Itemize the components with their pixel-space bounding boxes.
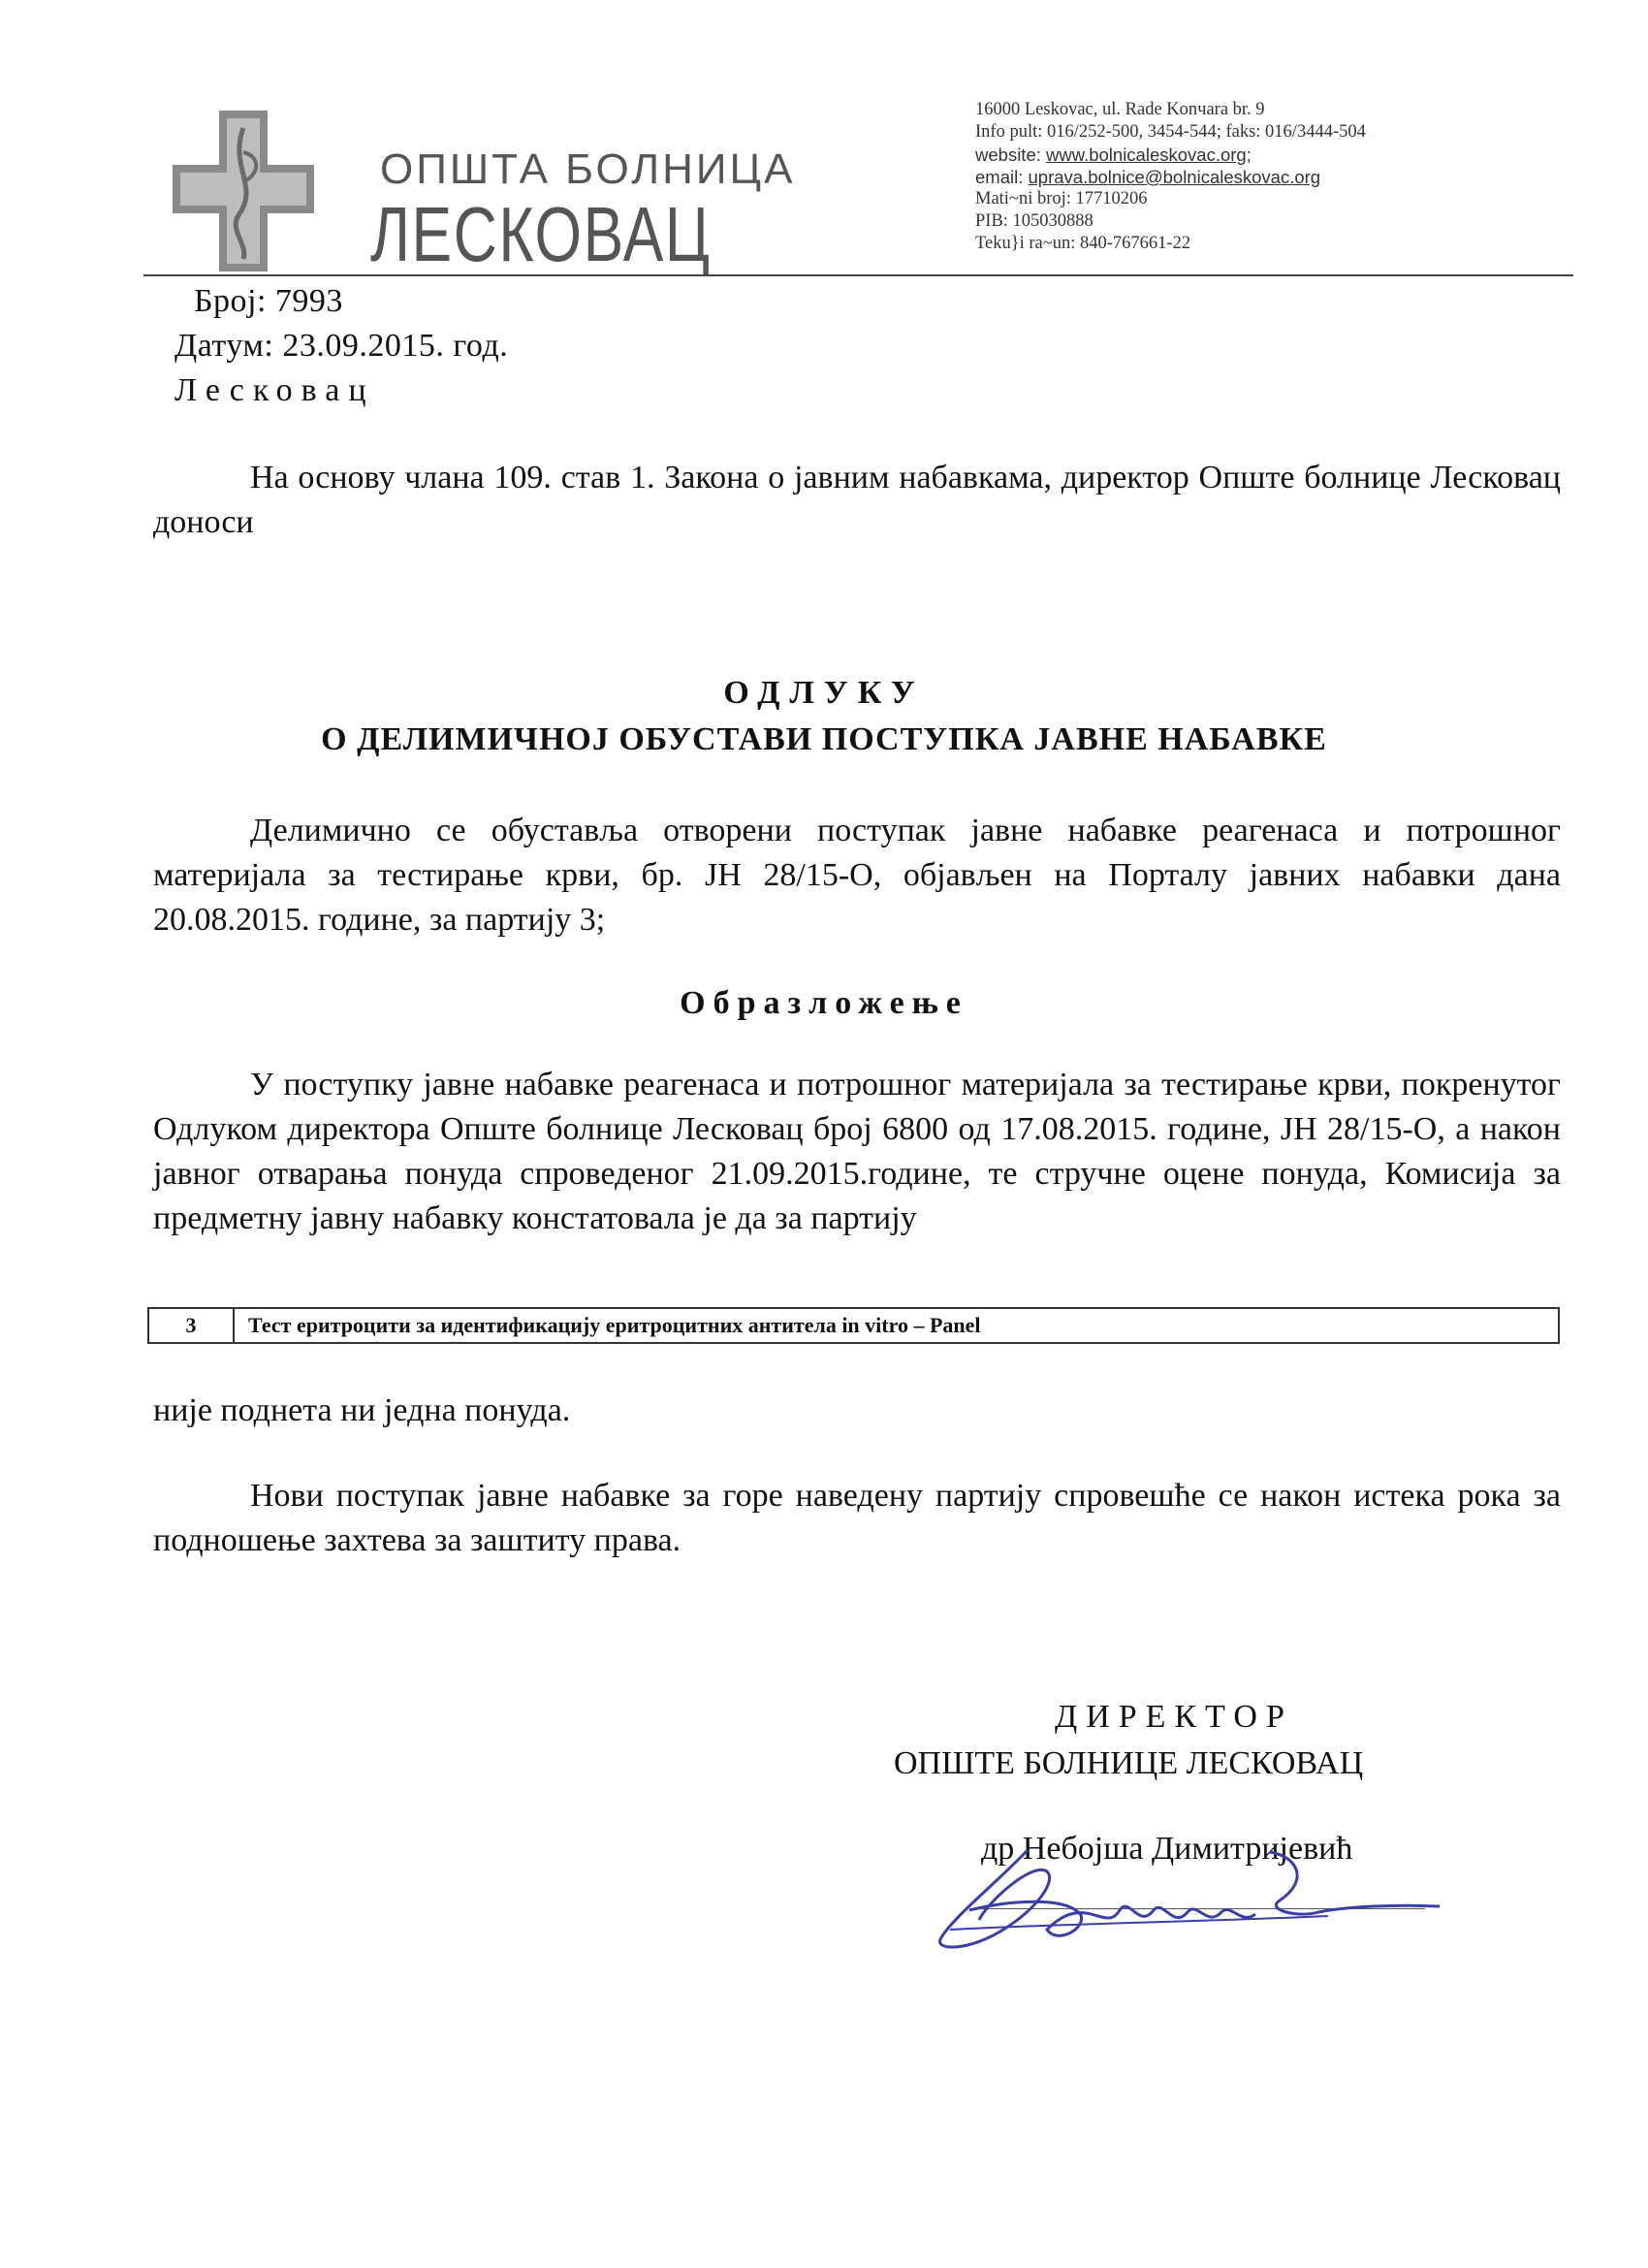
handwritten-signature [911, 1842, 1454, 1959]
org-name-line1: ОПШТА БОЛНИЦА [380, 145, 796, 193]
email-link[interactable]: uprava.bolnice@bolnicaleskovac.org [1028, 167, 1321, 187]
website-suffix: ; [1246, 144, 1252, 165]
intro-paragraph [153, 456, 1561, 545]
decision-paragraph [153, 809, 1561, 942]
party-number: 3 [149, 1309, 235, 1342]
decision-text: Делимично се обуставља отворени поступак јавне набавке реагенаса и потрошног материјала за тестирање крви, бр. ЈН 28/15-О, објављен на Порталу јавних набавки дана 20.08.2015. године, за партију 3; [153, 813, 1561, 938]
email-line [975, 166, 1366, 188]
decision-title: ОДЛУКУ [723, 675, 925, 711]
no-offer-text: није поднета ни једна понуда. [153, 1392, 571, 1428]
new-procedure-text: Нови поступак јавне набавке за горе наведену партију спровешће се након истека рока за подношење захтева за заштиту права. [153, 1478, 1561, 1558]
letterhead-contact [975, 99, 1366, 255]
decision-subtitle: О ДЕЛИМИЧНОЈ ОБУСТАВИ ПОСТУПКА ЈАВНЕ НАБАВКЕ [321, 721, 1327, 757]
org-name-line2: ЛЕСКОВАЦ [370, 191, 712, 277]
account-number: Teku}i ra~un: 840-767661-22 [975, 234, 1191, 253]
address: 16000 Leskovac, ul. Rade Konчara br. 9 [975, 100, 1265, 119]
registration-number: Mati~ni broj: 17710206 [975, 189, 1148, 208]
signature-org: ОПШТЕ БОЛНИЦЕ ЛЕСКОВАЦ [894, 1745, 1364, 1781]
signatory-name: др Небојша Димитријевић [981, 1831, 1353, 1867]
new-procedure-paragraph [153, 1474, 1561, 1563]
party-description: Тест еритроцити за идентификацију еритроцитних антитела in vitro – Panel [248, 1313, 981, 1337]
website-line [975, 144, 1366, 166]
document-city: Лесковац [174, 372, 375, 408]
reasoning-title: Образложење [680, 985, 968, 1021]
letterhead-divider [143, 274, 1573, 276]
party-table [147, 1307, 1560, 1344]
website-label: website: [975, 144, 1047, 165]
pib: PIB: 105030888 [975, 211, 1093, 231]
email-label: email: [975, 167, 1029, 187]
intro-text: На основу члана 109. став 1. Закона о јавним набавкама, директор Опште болнице Лесковац доноси [153, 460, 1561, 540]
reasoning-text: У поступку јавне набавке реагенаса и потрошног материјала за тестирање крви, покренутог Одлуком директора Опште болнице Лесковац број 6800 од 17.08.2015. године, ЈН 28/15-О, а након јавног отварања понуда спроведеног 21.09.2015.године, те стручне оцене понуда, Комисија за предметну јавну набавку констатовала је да за партију [153, 1067, 1561, 1236]
info-phone: Info pult: 016/252-500, 3454-544; faks: 016/3444-504 [975, 122, 1366, 142]
reasoning-paragraph [153, 1063, 1561, 1241]
document-number: Број: 7993 [194, 283, 343, 319]
cross-logo-icon [171, 109, 316, 273]
document-date: Датум: 23.09.2015. год. [174, 328, 509, 364]
website-link[interactable]: www.bolnicaleskovac.org [1046, 144, 1247, 165]
signature-title: ДИРЕКТОР [1055, 1699, 1293, 1735]
